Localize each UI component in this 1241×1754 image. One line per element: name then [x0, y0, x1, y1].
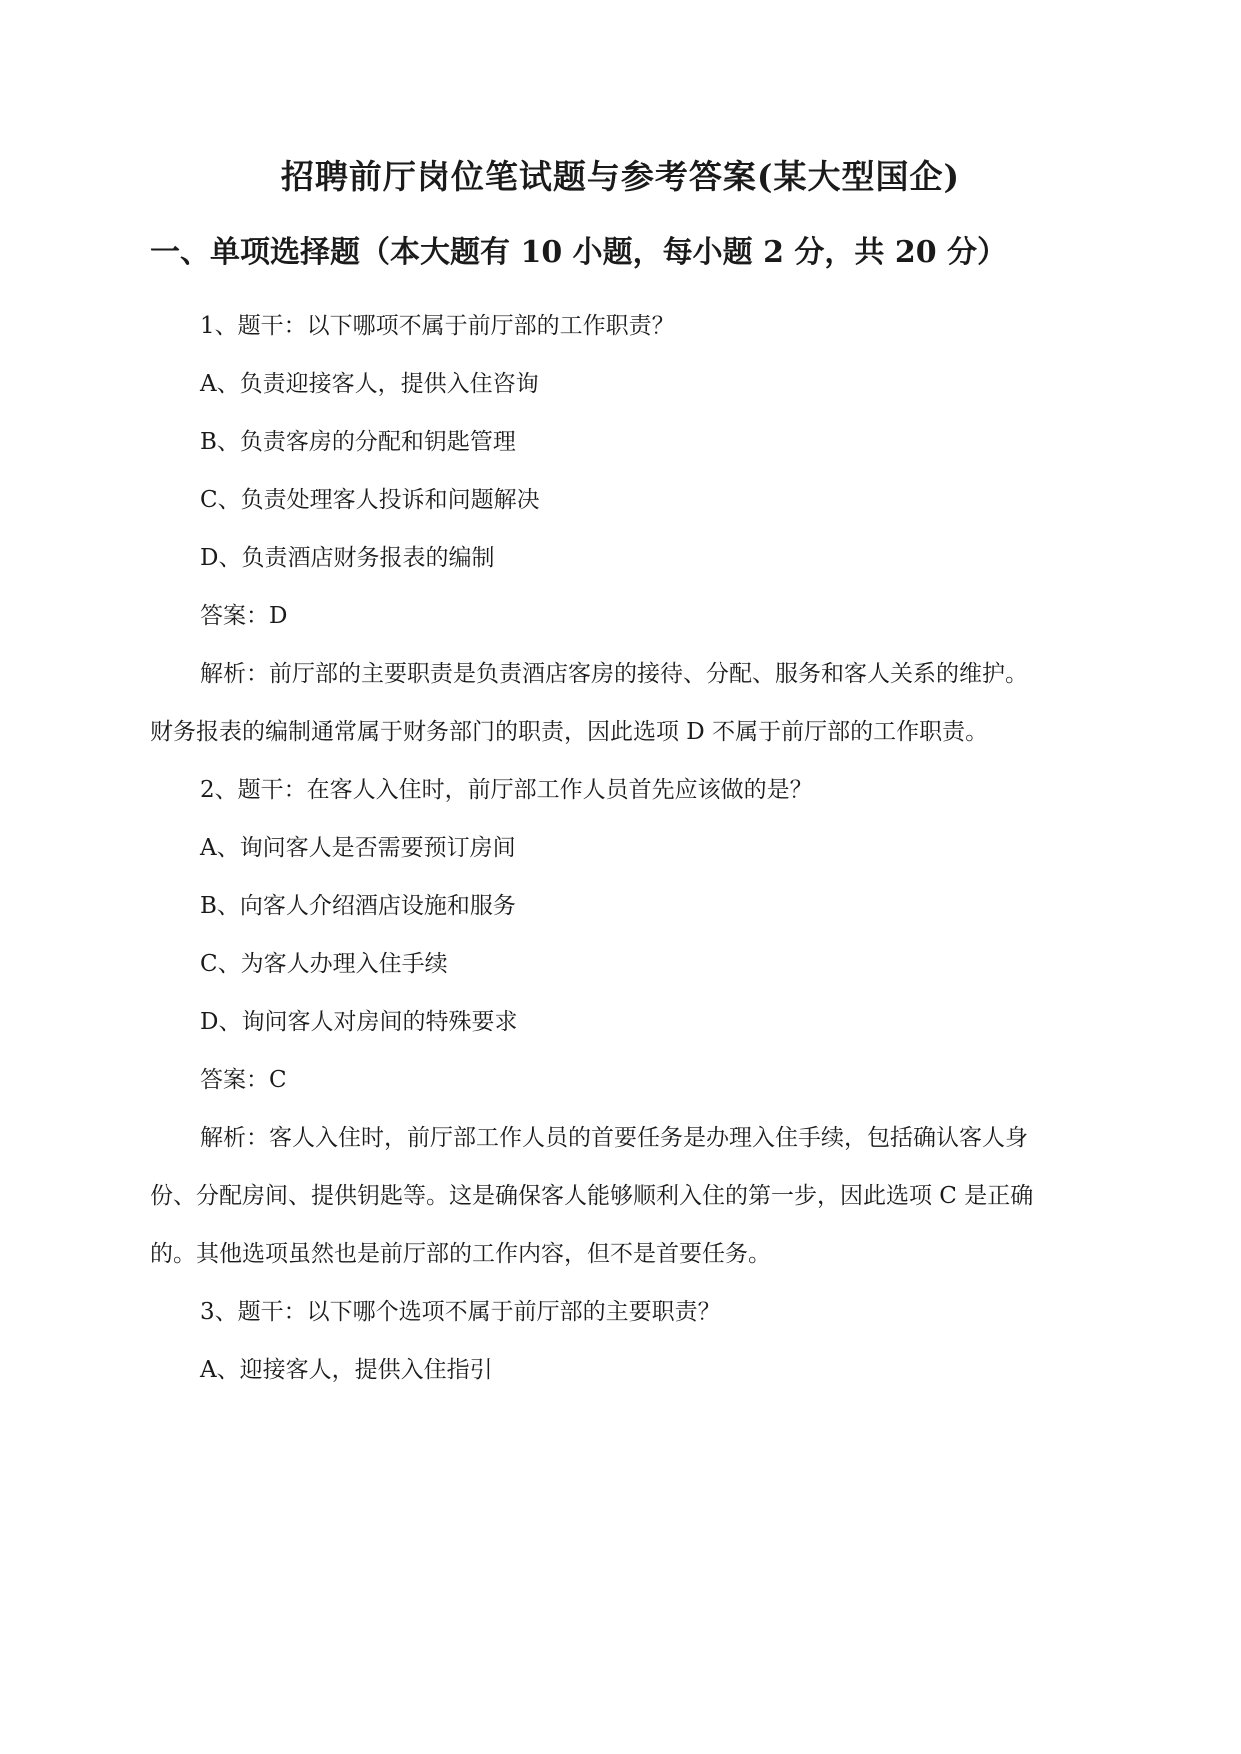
- question-1-option-a: A、负责迎接客人，提供入住咨询: [200, 371, 539, 397]
- question-1-stem: 1、题干：以下哪项不属于前厅部的工作职责？: [200, 313, 675, 339]
- question-2-option-d: D、询问客人对房间的特殊要求: [200, 1009, 518, 1035]
- question-2-option-b: B、向客人介绍酒店设施和服务: [200, 893, 516, 919]
- question-3-option-a: A、迎接客人，提供入住指引: [200, 1357, 493, 1383]
- question-2-stem: 2、题干：在客人入住时，前厅部工作人员首先应该做的是？: [200, 777, 813, 803]
- question-1-option-d: D、负责酒店财务报表的编制: [200, 545, 495, 571]
- question-1-option-b: B、负责客房的分配和钥匙管理: [200, 429, 516, 455]
- question-1-answer: 答案：D: [200, 603, 288, 629]
- question-1-option-c: C、负责处理客人投诉和问题解决: [200, 487, 540, 513]
- question-2-option-c: C、为客人办理入住手续: [200, 951, 448, 977]
- question-1-explanation-line-1: 解析：前厅部的主要职责是负责酒店客房的接待、分配、服务和客人关系的维护。: [200, 661, 1028, 687]
- question-2-explanation-line-2: 份、分配房间、提供钥匙等。这是确保客人能够顺利入住的第一步，因此选项 C 是正确: [150, 1183, 1034, 1209]
- question-2-option-a: A、询问客人是否需要预订房间: [200, 835, 516, 861]
- question-1-explanation-line-2: 财务报表的编制通常属于财务部门的职责，因此选项 D 不属于前厅部的工作职责。: [150, 719, 989, 745]
- document-title: 招聘前厅岗位笔试题与参考答案(某大型国企): [280, 157, 961, 196]
- question-3-stem: 3、题干：以下哪个选项不属于前厅部的主要职责？: [200, 1299, 721, 1325]
- question-2-explanation-line-1: 解析：客人入住时，前厅部工作人员的首要任务是办理入住手续，包括确认客人身: [200, 1125, 1028, 1151]
- section-heading: 一、单项选择题（本大题有 10 小题，每小题 2 分，共 20 分）: [150, 235, 1008, 270]
- question-2-explanation-line-3: 的。其他选项虽然也是前厅部的工作内容，但不是首要任务。: [150, 1241, 771, 1267]
- question-2-answer: 答案：C: [200, 1067, 287, 1093]
